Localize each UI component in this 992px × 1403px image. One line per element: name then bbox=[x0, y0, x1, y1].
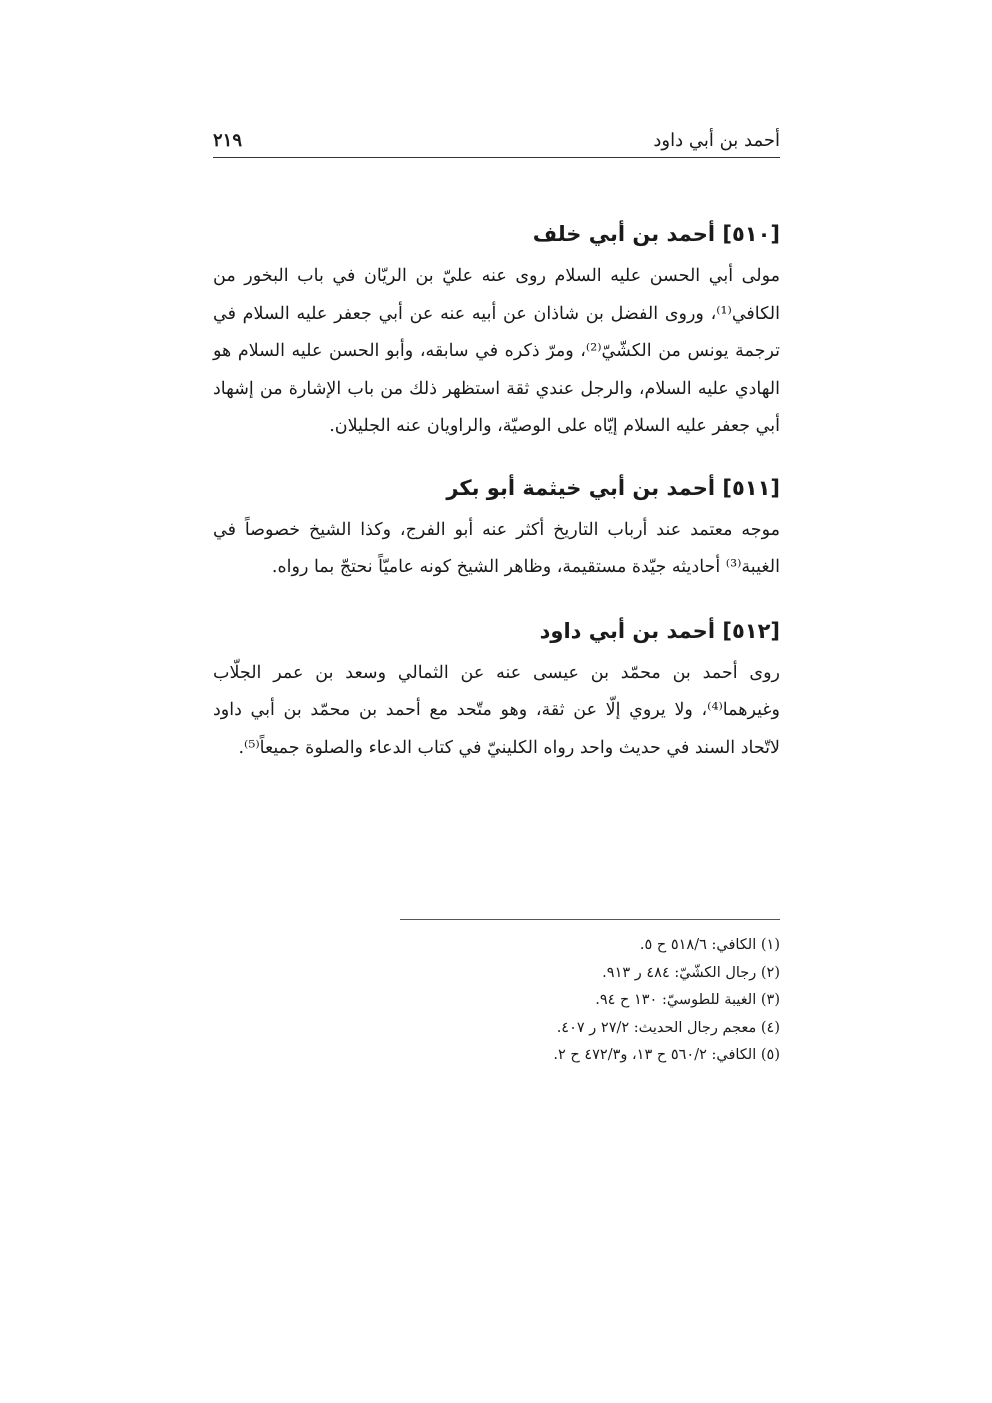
page-number: ٢١٩ bbox=[213, 130, 243, 151]
main-text bbox=[213, 210, 780, 767]
entry-511 bbox=[213, 464, 780, 587]
entry-heading: [٥١١] أحمد بن أبي خيثمة أبو بكر bbox=[446, 475, 780, 500]
running-title: أحمد بن أبي داود bbox=[653, 130, 780, 151]
entry-heading: [٥١٢] أحمد بن أبي داود bbox=[539, 618, 780, 643]
footnote-4: (٤) معجم رجال الحديث: ٢٧/٢ ر ٤٠٧. bbox=[556, 1019, 780, 1036]
footnote-1: (١) الكافي: ٥١٨/٦ ح ٥. bbox=[639, 937, 780, 953]
footnote-5: (٥) الكافي: ٥٦٠/٢ ح ١٣، و٤٧٢/٣ ح ٢. bbox=[553, 1047, 780, 1063]
entry-510 bbox=[213, 210, 780, 446]
entry-heading: [٥١٠] أحمد بن أبي خلف bbox=[532, 222, 780, 246]
header-rule bbox=[213, 157, 780, 158]
running-header bbox=[213, 125, 780, 157]
footnote-3: (٣) الغيبة للطوسيّ: ١٣٠ ح ٩٤. bbox=[595, 992, 780, 1008]
footnote-rule bbox=[400, 919, 780, 920]
entry-paragraph: روى أحمد بن محمّد بن عيسى عنه عن الثمالي وسعد بن عمر الجلّاب وغيرهما⁽⁴⁾، ولا يروي إلّا عن ثقة، وهو متّحد مع أحمد بن محمّد بن أبي داود لاتّحاد السند في حديث واحد رواه الكلينيّ في كتاب الدعاء والصلوة جميعاً⁽⁵⁾. bbox=[213, 662, 780, 758]
entry-paragraph: موجه معتمد عند أرباب التاريخ أكثر عنه أبو الفرج، وكذا الشيخ خصوصاً في الغيبة⁽³⁾ أحاديثه جيّدة مستقيمة، وظاهر الشيخ كونه عاميّاً نحتجّ بما رواه. bbox=[213, 519, 780, 577]
footnote-2: (٢) رجال الكشّيّ: ٤٨٤ ر ٩١٣. bbox=[602, 964, 780, 981]
footnotes bbox=[400, 932, 780, 1070]
entry-paragraph: مولى أبي الحسن عليه السلام روى عنه عليّ بن الريّان في باب البخور من الكافي⁽¹⁾، وروى الفضل بن شاذان عن أبيه عنه عن أبي جعفر عليه السلام في ترجمة يونس من الكشّيّ⁽²⁾، ومرّ ذكره في سابقه، وأبو الحسن عليه السلام هو الهادي عليه السلام، والرجل عندي ثقة استظهر ذلك من باب الإشارة من إشهاد أبي جعفر عليه السلام إيّاه على الوصيّة، والراويان عنه الجليلان. bbox=[213, 266, 780, 436]
entry-512 bbox=[213, 607, 780, 768]
